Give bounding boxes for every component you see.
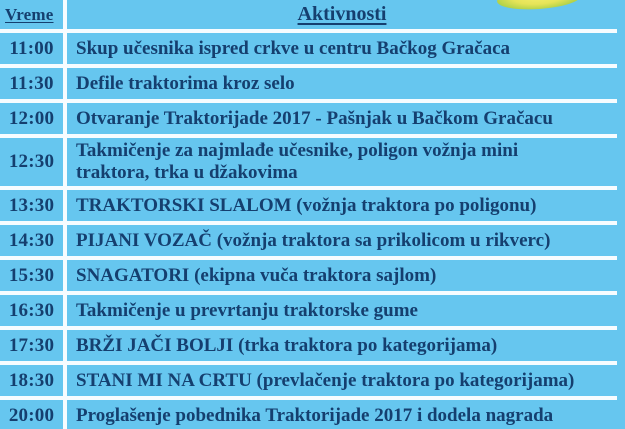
table-row: [0, 138, 617, 190]
activities-column-header: Aktivnosti: [297, 3, 387, 25]
time-cell: 15:30: [0, 260, 67, 291]
table-row: [0, 190, 617, 225]
activity-cell: Takmičenje za najmlađe učesnike, poligon vožnja mini traktora, trka u džakovima: [76, 140, 519, 183]
activity-cell: Otvaranje Traktorijade 2017 - Pašnjak u Bačkom Gračacu: [76, 107, 553, 129]
time-cell: 16:30: [0, 295, 67, 326]
time-cell: 11:30: [0, 68, 67, 99]
time-cell: 12:30: [0, 138, 67, 186]
table-row: [0, 68, 617, 103]
activity-cell: Defile traktorima kroz selo: [76, 72, 295, 94]
time-cell: 13:30: [0, 190, 67, 221]
activity-cell: Skup učesnika ispred crkve u centru Bačkog Gračaca: [76, 37, 511, 59]
time-cell: 17:30: [0, 330, 67, 361]
activity-cell: PIJANI VOZAČ (vožnja traktora sa prikolicom u rikverc): [76, 229, 551, 251]
table-row: [0, 103, 617, 138]
table-row: [0, 225, 617, 260]
table-row: [0, 365, 617, 400]
time-cell: 11:00: [0, 33, 67, 64]
activity-cell: Takmičenje u prevrtanju traktorske gume: [76, 299, 418, 321]
activity-cell: SNAGATORI (ekipna vuča traktora sajlom): [76, 264, 437, 286]
table-row: [0, 260, 617, 295]
time-column-header: Vreme: [0, 0, 67, 29]
time-cell: 20:00: [0, 400, 67, 429]
activity-cell: STANI MI NA CRTU (prevlačenje traktora po kategorijama): [76, 369, 575, 391]
table-row: [0, 400, 617, 429]
table-row: [0, 33, 617, 68]
activity-cell: TRAKTORSKI SLALOM (vožnja traktora po poligonu): [76, 194, 537, 216]
activity-cell: BRŽI JAČI BOLJI (trka traktora po kategorijama): [76, 334, 498, 356]
activity-cell: Proglašenje pobednika Traktorijade 2017 i dodela nagrada: [76, 404, 554, 426]
table-row: [0, 330, 617, 365]
time-cell: 18:30: [0, 365, 67, 396]
table-header-row: [0, 0, 617, 33]
table-row: [0, 295, 617, 330]
time-cell: 14:30: [0, 225, 67, 256]
time-cell: 12:00: [0, 103, 67, 134]
